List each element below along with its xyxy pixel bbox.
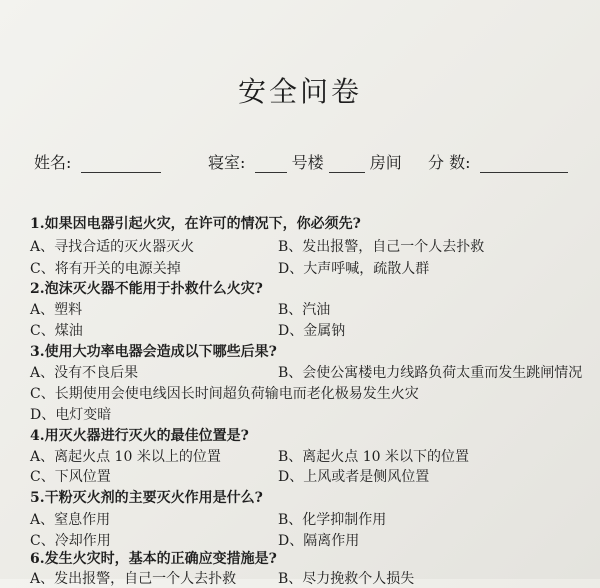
building-blank xyxy=(255,154,287,173)
q1-option-a: A、寻找合适的灭火器灭火 xyxy=(30,239,195,255)
q3-option-a: A、没有不良后果 xyxy=(30,365,139,381)
name-field xyxy=(34,150,161,173)
q1-option-c: C、将有开关的电源关掉 xyxy=(30,261,181,277)
q4-option-c: C、下风位置 xyxy=(30,469,111,485)
q5-option-d: D、隔离作用 xyxy=(278,533,360,549)
q3-option-b: B、会使公寓楼电力线路负荷太重而发生跳闸情况 xyxy=(278,365,583,381)
question-5: 5.干粉灭火剂的主要灭火作用是什么? xyxy=(30,490,263,506)
room-blank xyxy=(329,154,365,173)
q6-option-b: B、尽力挽救个人损失 xyxy=(278,571,415,587)
q3-option-d: D、电灯变暗 xyxy=(30,407,112,423)
q2-option-a: A、塑料 xyxy=(30,302,83,318)
q1-option-d: D、大声呼喊，疏散人群 xyxy=(278,261,430,277)
question-2: 2.泡沫灭火器不能用于扑救什么火灾? xyxy=(30,281,263,297)
name-blank xyxy=(81,154,161,173)
score-field xyxy=(428,150,568,173)
score-label: 分 数: xyxy=(428,153,471,172)
question-6: 6.发生火灾时，基本的正确应变措施是? xyxy=(30,551,277,567)
q5-option-c: C、冷却作用 xyxy=(30,533,111,549)
dorm-field xyxy=(208,150,402,173)
question-3: 3.使用大功率电器会造成以下哪些后果? xyxy=(30,344,277,360)
q1-option-b: B、发出报警，自己一个人去扑救 xyxy=(278,239,485,255)
q3-option-c: C、长期使用会使电线因长时间超负荷输电而老化极易发生火灾 xyxy=(30,386,419,402)
room-label: 房间 xyxy=(369,153,402,172)
score-blank xyxy=(480,154,568,173)
question-4: 4.用灭火器进行灭火的最佳位置是? xyxy=(30,428,249,444)
name-label: 姓名: xyxy=(34,153,72,172)
q2-option-d: D、金属钠 xyxy=(278,323,346,339)
q2-option-c: C、煤油 xyxy=(30,323,83,339)
building-label: 号楼 xyxy=(291,153,324,172)
page-title: 安全问卷 xyxy=(237,75,362,108)
q4-option-b: B、离起火点 10 米以下的位置 xyxy=(278,449,470,465)
q5-option-b: B、化学抑制作用 xyxy=(278,512,387,528)
q2-option-b: B、汽油 xyxy=(278,302,331,318)
dorm-label: 寝室: xyxy=(208,153,246,172)
question-1: 1.如果因电器引起火灾，在许可的情况下，你必须先? xyxy=(30,216,361,232)
q4-option-a: A、离起火点 10 米以上的位置 xyxy=(30,449,221,465)
q5-option-a: A、窒息作用 xyxy=(30,512,111,528)
q4-option-d: D、上风或者是侧风位置 xyxy=(278,469,430,485)
q6-option-a: A、发出报警，自己一个人去扑救 xyxy=(30,571,237,587)
